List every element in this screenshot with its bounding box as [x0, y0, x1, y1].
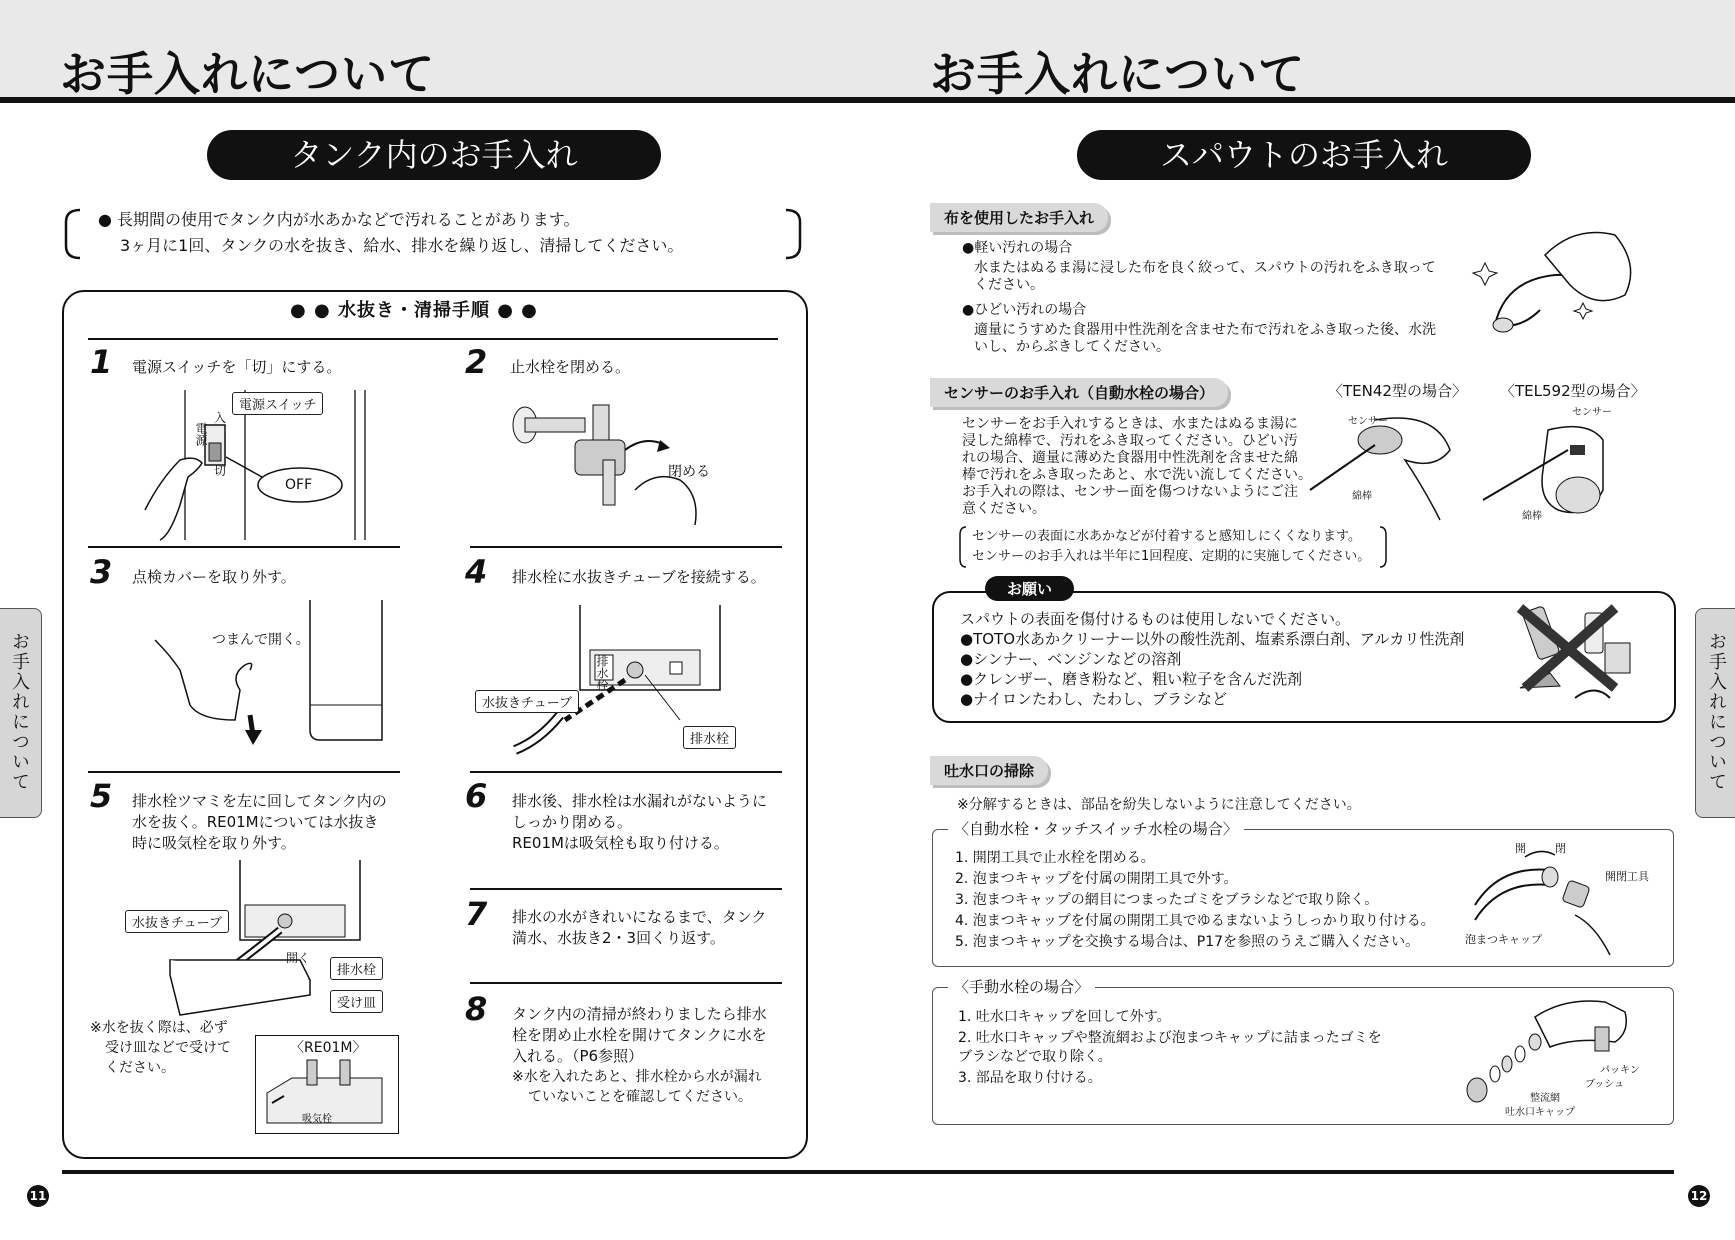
step-number: 8 [465, 990, 488, 1028]
note-5: ※水を抜く際は、必ず [90, 1020, 228, 1036]
step-divider [88, 546, 400, 548]
step-text: 止水栓を閉める。 [510, 358, 631, 376]
switch-on-label: 入 [214, 411, 227, 425]
open-label: 開く [286, 951, 311, 965]
step-text: 排水の水がきれいになるまで、タンク [512, 908, 767, 926]
step-text: 水を抜く。RE01Mについては水抜き [132, 813, 379, 831]
request-line: スパウトの表面を傷付けるものは使用しないでください。 [960, 610, 1351, 628]
page-number-left: 11 [27, 1185, 49, 1207]
aerator-cap-label: 泡まつキャップ [1465, 933, 1542, 946]
outlet-cap-label: 吐水口キャップ [1505, 1107, 1575, 1118]
footer-rule [62, 1170, 1674, 1174]
auto-step: 5. 泡まつキャップを交換する場合は、P17を参照のうえご購入ください。 [955, 934, 1420, 950]
step-note: ていないことを確認してください。 [528, 1089, 752, 1105]
step-text: 点検カバーを取り外す。 [132, 568, 296, 586]
side-tab-left-label: お手入れについて [9, 632, 30, 792]
sensor-note: センサーのお手入れは半年に1回程度、定期的に実施してください。 [972, 549, 1371, 564]
step-number: 1 [90, 343, 113, 381]
power-switch-label: 電源スイッチ [232, 392, 323, 415]
auto-faucet-title: 〈自動水栓・タッチスイッチ水栓の場合〉 [948, 819, 1244, 840]
step-divider [470, 546, 782, 548]
step-divider [470, 888, 782, 890]
step-text: 排水栓ツマミを左に回してタンク内の [132, 792, 387, 810]
page-title-left: お手入れについて [60, 47, 436, 101]
step-text: 栓を閉め止水栓を開けてタンクに水を [512, 1026, 767, 1044]
light-dirt-title: ●軽い汚れの場合 [962, 240, 1073, 256]
step-number: 3 [90, 553, 113, 591]
light-dirt-text: 水またはぬるま湯に浸した布を良く絞って、スパウトの汚れをふき取って [974, 260, 1436, 276]
light-dirt-text: ください。 [974, 277, 1044, 293]
packing-label: パッキン [1600, 1065, 1640, 1076]
tel592-sensor-illustration [1478, 410, 1618, 525]
outlet-heading: 吐水口の掃除 [930, 756, 1048, 785]
sensor-text: お手入れの際は、センサー面を傷つけないようにご注 [962, 484, 1298, 500]
request-line: ●ナイロンたわし、たわし、ブラシなど [960, 690, 1228, 708]
sensor-text: れの場合、適量に薄めた食器用中性洗剤を含ませた綿 [962, 450, 1298, 466]
manual-faucet-title: 〈手動水栓の場合〉 [948, 977, 1095, 998]
request-badge: お願い [985, 576, 1074, 601]
sensor-text: 棒で汚れをふき取ったあと、水で洗い流してください。 [962, 467, 1312, 483]
step-text: 入れる。（P6参照） [512, 1047, 644, 1065]
section-title-tank: タンク内のお手入れ [207, 130, 661, 180]
intro-line-2: 3ヶ月に1回、タンクの水を抜き、給水、排水を繰り返し、清掃してください。 [120, 236, 684, 255]
spout-wiping-illustration [1465, 225, 1635, 355]
manual-step: 2. 吐水口キャップや整流網および泡まつキャップに詰まったゴミを [958, 1030, 1382, 1046]
sensor-text: 意ください。 [962, 501, 1046, 517]
request-line: ●TOTO水あかクリーナー以外の酸性洗剤、塩素系漂白剤、アルカリ性洗剤 [960, 630, 1465, 648]
sensor-model-b: 〈TEL592型の場合〉 [1500, 382, 1646, 400]
request-line: ●シンナー、ベンジンなどの溶剤 [960, 650, 1182, 668]
auto-step: 4. 泡まつキャップを付属の開閉工具でゆるまないようしっかり取り付ける。 [955, 913, 1435, 929]
step-divider [88, 771, 400, 773]
step-text: 排水後、排水栓は水漏れがないように [512, 792, 768, 810]
step-number: 2 [465, 343, 488, 381]
drain-plug-label: 排水栓 [330, 957, 383, 980]
step-number: 6 [465, 777, 488, 815]
off-label: OFF [285, 477, 313, 493]
sensor-label-a: センサー [1348, 416, 1388, 427]
step-number: 7 [465, 895, 488, 933]
page-number-right: 12 [1688, 1185, 1710, 1207]
tray-label: 受け皿 [330, 990, 383, 1013]
intake-plug-label: 吸気栓 [302, 1114, 332, 1125]
open-mark: 開 [1515, 842, 1526, 855]
step-text: 電源スイッチを「切」にする。 [132, 358, 342, 376]
step-text: RE01Mは吸気栓も取り付ける。 [512, 834, 729, 852]
sensor-model-a: 〈TEN42型の場合〉 [1328, 382, 1467, 400]
page-title-right: お手入れについて [930, 47, 1306, 101]
step-divider [470, 771, 782, 773]
side-tab-right-label: お手入れについて [1706, 632, 1727, 792]
sensor-heading: センサーのお手入れ（自動水栓の場合） [930, 378, 1228, 407]
sensor-text: 浸した綿棒で、汚れをふき取ってください。ひどい汚 [962, 433, 1298, 449]
cloth-heading: 布を使用したお手入れ [930, 203, 1108, 232]
bush-label: ブッシュ [1585, 1079, 1625, 1090]
auto-step: 3. 泡まつキャップの網目につまったゴミをブラシなどで取り除く。 [955, 892, 1379, 908]
pinch-open-label: つまんで開く。 [212, 632, 310, 648]
note-5: 受け皿などで受けて [105, 1040, 231, 1056]
drain-tube-label: 水抜きチューブ [125, 910, 229, 933]
close-mark: 閉 [1555, 842, 1566, 855]
sensor-label-b: センサー [1572, 407, 1612, 418]
tool-label: 開閉工具 [1605, 870, 1649, 883]
heavy-dirt-title: ●ひどい汚れの場合 [962, 302, 1087, 318]
step-text: しっかり閉める。 [512, 813, 633, 831]
step-divider [88, 338, 778, 340]
drain-plug-small-label: 排水栓 [595, 655, 609, 691]
swab-label-b: 綿棒 [1522, 511, 1542, 522]
section-title-spout: スパウトのお手入れ [1077, 130, 1531, 180]
outlet-note: ※分解するときは、部品を紛失しないように注意してください。 [957, 797, 1361, 813]
manual-step: 1. 吐水口キャップを回して外す。 [958, 1009, 1171, 1025]
swab-label-a: 綿棒 [1352, 491, 1372, 502]
step-text: タンク内の清掃が終わりましたら排水 [512, 1005, 767, 1023]
auto-step: 2. 泡まつキャップを付属の開閉工具で外す。 [955, 871, 1238, 887]
prohibited-items-illustration [1505, 598, 1645, 716]
heavy-dirt-text: いし、からぶきしてください。 [974, 339, 1170, 355]
step-text: 満水、水抜き2・3回くり返す。 [512, 929, 725, 947]
auto-step: 1. 開閉工具で止水栓を閉める。 [955, 850, 1155, 866]
manual-step: ブラシなどで取り除く。 [958, 1049, 1112, 1065]
sensor-text: センサーをお手入れするときは、水またはぬるま湯に [962, 416, 1298, 432]
manual-step: 3. 部品を取り付ける。 [958, 1070, 1102, 1086]
step-text: 排水栓に水抜きチューブを接続する。 [512, 568, 766, 586]
sensor-note: センサーの表面に水あかなどが付着すると感知しにくくなります。 [972, 529, 1361, 544]
mesh-label: 整流網 [1530, 1093, 1560, 1104]
switch-side-label: 電源 [194, 422, 208, 446]
intro-line-1: ● 長期間の使用でタンク内が水あかなどで汚れることがあります。 [98, 210, 580, 229]
cover-removal-illustration [150, 595, 390, 750]
procedure-title: ● ● 水抜き・清掃手順 ● ● [290, 300, 538, 321]
drain-tube-label: 水抜きチューブ [475, 690, 579, 713]
close-label: 閉める [668, 464, 710, 480]
step-note: ※水を入れたあと、排水栓から水が漏れ [512, 1069, 762, 1085]
step-divider [470, 982, 782, 984]
step-text: 時に吸気栓を取り外す。 [132, 834, 296, 852]
request-line: ●クレンザー、磨き粉など、粗い粒子を含んだ洗剤 [960, 670, 1303, 688]
note-5: ください。 [105, 1060, 175, 1076]
model-label: 〈RE01M〉 [290, 1040, 367, 1056]
switch-off-label: 切 [214, 464, 227, 478]
step-number: 4 [465, 553, 488, 591]
step-number: 5 [90, 777, 113, 815]
drain-plug-label: 排水栓 [683, 726, 736, 749]
heavy-dirt-text: 適量にうすめた食器用中性洗剤を含ませた布で汚れをふき取った後、水洗 [974, 322, 1436, 338]
